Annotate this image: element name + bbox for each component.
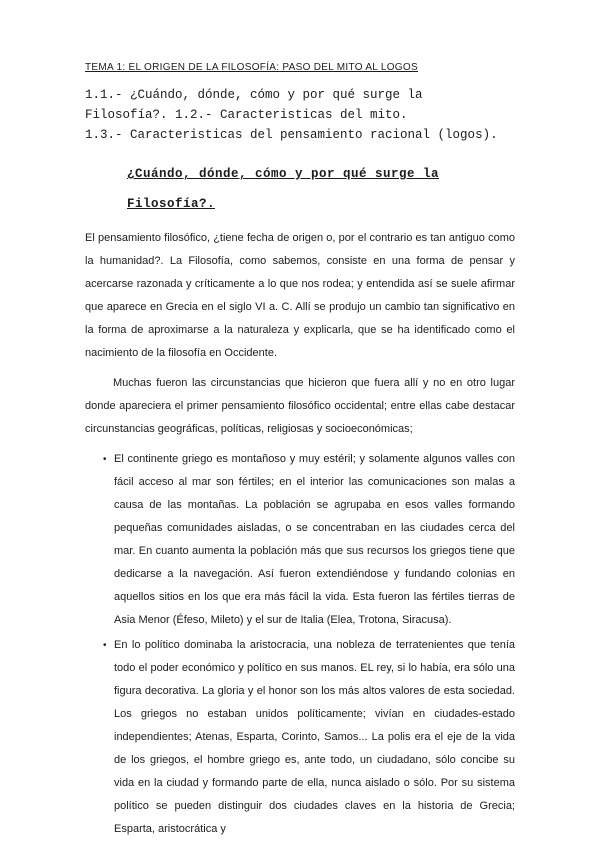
section-heading-line-2 bbox=[127, 197, 515, 211]
list-item bbox=[103, 448, 515, 632]
toc-line-3: 1.3.- Caracteristicas del pensamiento racional (logos). bbox=[85, 128, 498, 142]
paragraph-circumstances: Muchas fueron las circunstancias que hicieron que fuera allí y no en otro lugar donde apareciera el primer pensamiento filosófico occidental; entre ellas cabe destacar circunstancias geográficas, políticas, religiosas y socioeconómicas; bbox=[85, 377, 515, 435]
list-item bbox=[103, 634, 515, 841]
toc-line-1: 1.1.- ¿Cuándo, dónde, cómo y por qué surge la bbox=[85, 88, 423, 102]
bullet-icon: • bbox=[103, 640, 107, 651]
toc-block bbox=[85, 85, 515, 145]
bullet-icon: • bbox=[103, 454, 107, 465]
paragraph-intro: El pensamiento filosófico, ¿tiene fecha de origen o, por el contrario es tan antiguo como la humanidad?. La Filosofía, como sabemos, consiste en una forma de pensar y acercarse razonada y críticamente a lo que nos rodea; y entendida así se suele afirmar que aparece en Grecia en el siglo VI a. C. Allí se produjo un cambio tan significativo en la forma de aproximarse a la naturaleza y explicarla, que se ha identificado como el nacimiento de la filosofía en Occidente. bbox=[85, 232, 515, 359]
bullet-list bbox=[103, 448, 515, 841]
section-heading-text-1: ¿Cuándo, dónde, cómo y por qué surge la bbox=[127, 167, 440, 181]
toc-line-2: Filosofía?. 1.2.- Caracteristicas del mito. bbox=[85, 108, 408, 122]
bullet-text-geography: El continente griego es montañoso y muy estéril; y solamente algunos valles con fácil acceso al mar son fértiles; en el interior las comunicaciones son malas a causa de las montañas. La población se agrupaba en esos valles formando pequeñas comunidades aisladas, o se concentraban en las ciudades cerca del mar. En cuanto aumenta la población más que sus recursos los griegos tiene que dedicarse a la navegación. Así fueron extendiéndose y fundando colonias en aquellos sitios en los que era más fácil la vida. Esta fueron las fértiles tierras de Asia Menor (Éfeso, Mileto) y el sur de Italia (Elea, Trotona, Siracusa). bbox=[114, 453, 515, 626]
document-body bbox=[85, 227, 515, 841]
section-heading-line-1 bbox=[127, 167, 515, 181]
bullet-text-politics: En lo político dominaba la aristocracia, una nobleza de terratenientes que tenía todo el poder económico y político en sus manos. EL rey, si lo había, era sólo una figura decorativa. La gloria y el honor son los más altos valores de esta sociedad. Los griegos no estaban unidos políticamente; vivían en ciudades-estado independientes; Atenas, Esparta, Corinto, Samos... La polis era el eje de la vida de los griegos, el hombre griego es, ante todo, un ciudadano, sólo concibe su vida en la ciudad y formando parte de ella, nunca aislado o sólo. Por su sistema político se pueden distinguir dos ciudades claves en la historia de Grecia; Esparta, aristocrática y bbox=[114, 639, 515, 835]
section-heading-text-2: Filosofía?. bbox=[127, 197, 216, 211]
document-title: TEMA 1: EL ORIGEN DE LA FILOSOFÍA: PASO DEL MITO AL LOGOS bbox=[85, 62, 418, 73]
section-heading bbox=[127, 167, 515, 211]
